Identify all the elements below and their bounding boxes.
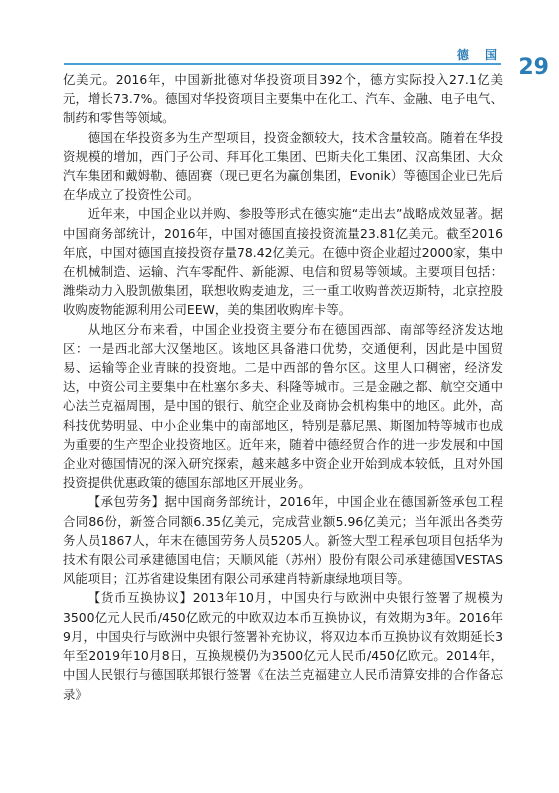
- body-text: [63, 70, 503, 704]
- paragraph: [63, 320, 503, 493]
- section-title: 德 国: [456, 48, 503, 62]
- paragraph: [63, 204, 503, 319]
- header-rule: [64, 63, 501, 65]
- paragraph: [63, 70, 503, 128]
- paragraph: [63, 128, 503, 205]
- page-number: 29: [518, 55, 549, 80]
- paragraph-text: 近年来，中国企业以并购、参股等形式在德实施“走出去”战略成效显著。据中国商务部统计，2016年，中国对德国直接投资流量23.81亿美元。截至2016年底，中国对德国直接投资存量78.42亿美元。在德中资企业超过2000家，集中在机械制造、运输、汽车零配件、新能源、电信和贸易等领域。主要项目包括：潍柴动力入股凯傲集团，联想收购麦迪龙，三一重工收购普茨迈斯特，北京控股收购废物能源利用公司EEW，美的集团收购库卡等。: [63, 206, 503, 318]
- paragraph: [63, 588, 503, 703]
- paragraph-text: 德国在华投资多为生产型项目，投资金额较大，技术含量较高。随着在华投资规模的增加，西门子公司、拜耳化工集团、巴斯夫化工集团、汉高集团、大众汽车集团和戴姆勒、德固赛（现已更名为赢创集团，Evonik）等德国企业已先后在华成立了投资性公司。: [63, 129, 503, 203]
- paragraph-text: 2013年10月，中国央行与欧洲中央银行签署了规模为3500亿元人民币/450亿欧元的中欧双边本币互换协议，有效期为3年。2016年9月，中国央行与欧洲中央银行签署补充协议，将双边本币互换协议有效期延长3年至2019年10月8日，互换规模仍为3500亿元人民币/450亿欧元。2014年，中国人民银行与德国联邦银行签署《在法兰克福建立人民币清算安排的合作备忘录》: [63, 590, 503, 702]
- paragraph-tag: 【货币互换协议】: [87, 590, 193, 606]
- page-header: [0, 0, 559, 80]
- paragraph-tag: 【承包劳务】: [87, 494, 165, 510]
- paragraph: [63, 492, 503, 588]
- paragraph-text: 从地区分布来看，中国企业投资主要分布在德国西部、南部等经济发达地区：一是西北部大汉堡地区。该地区具备港口优势，交通便利，因此是中国贸易、运输等企业青睐的投资地。二是中西部的鲁尔区。这里人口稠密，经济发达，中资公司主要集中在杜塞尔多夫、科隆等城市。三是金融之都、航空交通中心法兰克福周围，是中国的银行、航空企业及商协会机构集中的地区。此外，高科技优势明显、中小企业集中的南部地区，特别是慕尼黑、斯图加特等城市也成为重要的生产型企业投资地区。近年来，随着中德经贸合作的进一步发展和中国企业对德国情况的深入研究探索，越来越多中资企业开始到成本较低，且对外国投资提供优惠政策的德国东部地区开展业务。: [63, 321, 503, 491]
- paragraph-text: 据中国商务部统计，2016年，中国企业在德国新签承包工程合同86份，新签合同额6.35亿美元，完成营业额5.96亿美元；当年派出各类劳务人员1867人，年末在德国劳务人员5205人。新签大型工程承包项目包括华为技术有限公司承建德国电信；天顺风能（苏州）股份有限公司承建德国VESTAS风能项目；江苏省建设集团有限公司承建肖特新康绿地项目等。: [63, 494, 503, 587]
- paragraph-text: 亿美元。2016年，中国新批德对华投资项目392个，德方实际投入27.1亿美元，增长73.7%。德国对华投资项目主要集中在化工、汽车、金融、电子电气、制药和零售等领域。: [63, 72, 503, 126]
